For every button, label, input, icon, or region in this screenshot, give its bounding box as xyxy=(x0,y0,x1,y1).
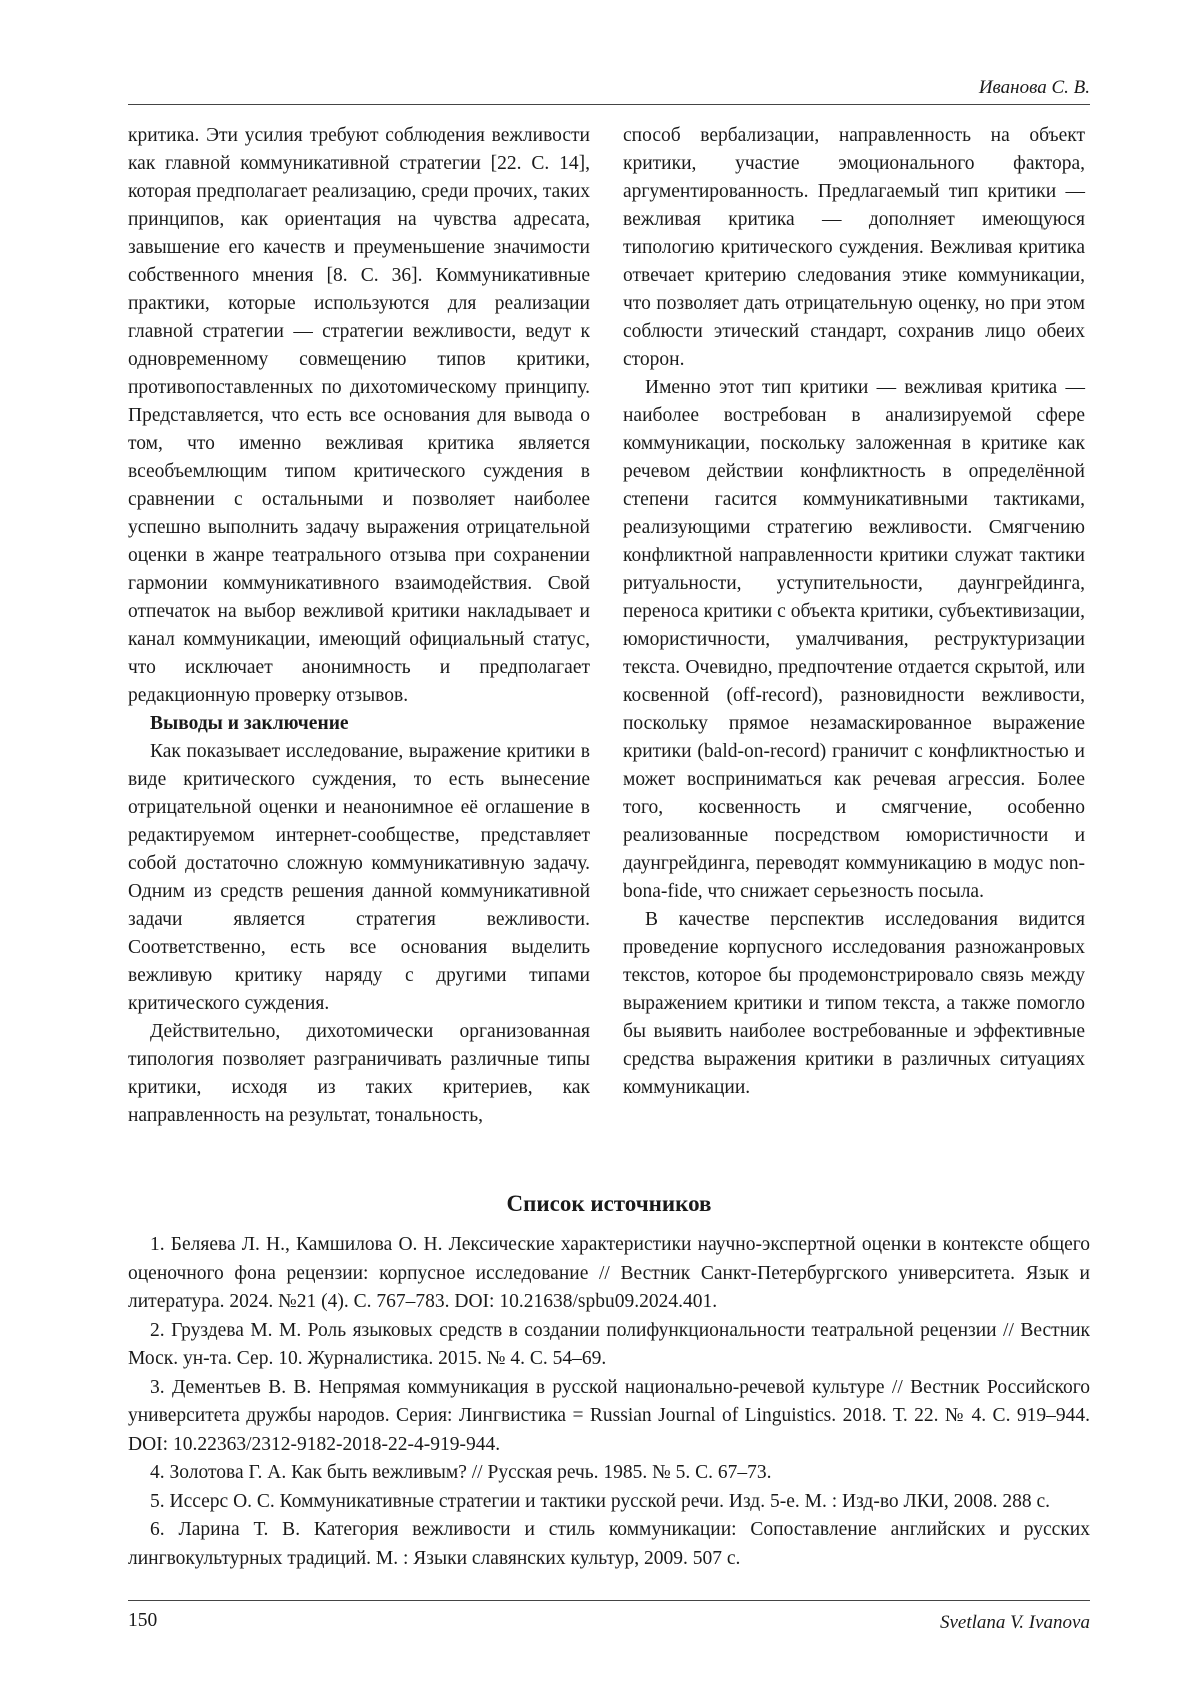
reference-item: 1. Беляева Л. Н., Камшилова О. Н. Лексические характеристики научно-экспертной оценки в контексте общего оценочного фона рецензии: корпусное исследование // Вестник Санкт-Петербургского университета. Язык и литература. 2024. №21 (4). С. 767–783. DOI: 10.21638/spbu09.2024.401. xyxy=(128,1234,1090,1312)
references-title: Список источников xyxy=(506,1191,712,1216)
running-head: Иванова С. В. xyxy=(978,77,1090,98)
section-heading: Выводы и заключение xyxy=(150,713,349,734)
left-paragraph-2: Как показывает исследование, выражение критики в виде критического суждения, то есть вынесение отрицательной оценки и неанонимное её оглашение в редактируемом интернет-сообществе, представляет собой достаточно сложную коммуникативную задачу. Одним из средств решения данной коммуникативной задачи является стратегия вежливости. Соответственно, есть все основания выделить вежливую критику наряду с другими типами критического суждения. xyxy=(128,741,590,1014)
header-rule xyxy=(128,104,1090,105)
right-paragraph-1: способ вербализации, направленность на объект критики, участие эмоционального фактора, аргументированность. Предлагаемый тип критики — вежливая критика — дополняет имеющуюся типологию критического суждения. Вежливая критика отвечает критерию следования этике коммуникации, что позволяет дать отрицательную оценку, но при этом соблюсти этический стандарт, сохранив лицо обеих сторон. xyxy=(623,125,1085,370)
right-paragraph-3: В качестве перспектив исследования видится проведение корпусного исследования разножанровых текстов, которое бы продемонстрировало связь между выражением критики и типом текста, а также помогло бы выявить наиболее востребованные и эффективные средства выражения критики в различных ситуациях коммуникации. xyxy=(623,909,1085,1098)
reference-item: 3. Дементьев В. В. Непрямая коммуникация в русской национально-речевой культуре // Вестник Российского университета дружбы народов. Серия: Лингвистика = Russian Journal of Linguistics. 2018. Т. 22. № 4. С. 919–944. DOI: 10.22363/2312-9182-2018-22-4-919-944. xyxy=(128,1376,1090,1455)
page-number: 150 xyxy=(128,1610,158,1631)
left-column xyxy=(128,122,590,1130)
reference-item: 6. Ларина Т. В. Категория вежливости и стиль коммуникации: Сопоставление английских и русских лингвокультурных традиций. М. : Языки славянских культур, 2009. 507 с. xyxy=(128,1519,1090,1569)
reference-item: 5. Иссерс О. С. Коммуникативные стратегии и тактики русской речи. Изд. 5-е. М. : Изд-во ЛКИ, 2008. 288 с. xyxy=(150,1490,1051,1512)
left-paragraph-3: Действительно, дихотомически организованная типология позволяет разграничивать различные типы критики, исходя из таких критериев, как направленность на результат, тональность, xyxy=(128,1021,590,1126)
left-paragraph-1: критика. Эти усилия требуют соблюдения вежливости как главной коммуникативной стратегии [22. С. 14], которая предполагает реализацию, среди прочих, таких принципов, как ориентация на чувства адресата, завышение его качеств и преуменьшение значимости собственного мнения [8. С. 36]. Коммуникативные практики, которые используются для реализации главной стратегии — стратегии вежливости, ведут к одновременному совмещению типов критики, противопоставленных по дихотомическому принципу. Представляется, что есть все основания для вывода о том, что именно вежливая критика является всеобъемлющим типом критического суждения в сравнении с остальными и позволяет наиболее успешно выполнить задачу выражения отрицательной оценки в жанре театрального отзыва при сохранении гармонии коммуникативного взаимодействия. Свой отпечаток на выбор вежливой критики накладывает и канал коммуникации, имеющий официальный статус, что исключает анонимность и предполагает редакционную проверку отзывов. xyxy=(128,125,590,706)
footer-author: Svetlana V. Ivanova xyxy=(939,1612,1090,1633)
footer-rule xyxy=(128,1600,1090,1601)
reference-item: 4. Золотова Г. А. Как быть вежливым? // Русская речь. 1985. № 5. С. 67–73. xyxy=(150,1462,772,1483)
reference-item: 2. Груздева М. М. Роль языковых средств в создании полифункциональности театральной рецензии // Вестник Моск. ун-та. Сер. 10. Журналистика. 2015. № 4. С. 54–69. xyxy=(128,1319,1090,1369)
right-column xyxy=(623,122,1085,1102)
references-list xyxy=(128,1231,1090,1573)
right-paragraph-2: Именно этот тип критики — вежливая критика — наиболее востребован в анализируемой сфере коммуникации, поскольку заложенная в критике как речевом действии конфликтность в определённой степени гасится коммуникативными тактиками, реализующими стратегию вежливости. Смягчению конфликтной направленности критики служат тактики ритуальности, уступительности, даунгрейдинга, переноса критики с объекта критики, субъективизации, юмористичности, умалчивания, реструктуризации текста. Очевидно, предпочтение отдается скрытой, или косвенной (off-record), разновидности вежливости, поскольку прямое незамаскированное выражение критики (bald-on-record) граничит с конфликтностью и может восприниматься как речевая агрессия. Более того, косвенность и смягчение, особенно реализованные посредством юмористичности и даунгрейдинга, переводят коммуникацию в модус non-bona-fide, что снижает серьезность посыла. xyxy=(623,377,1085,902)
